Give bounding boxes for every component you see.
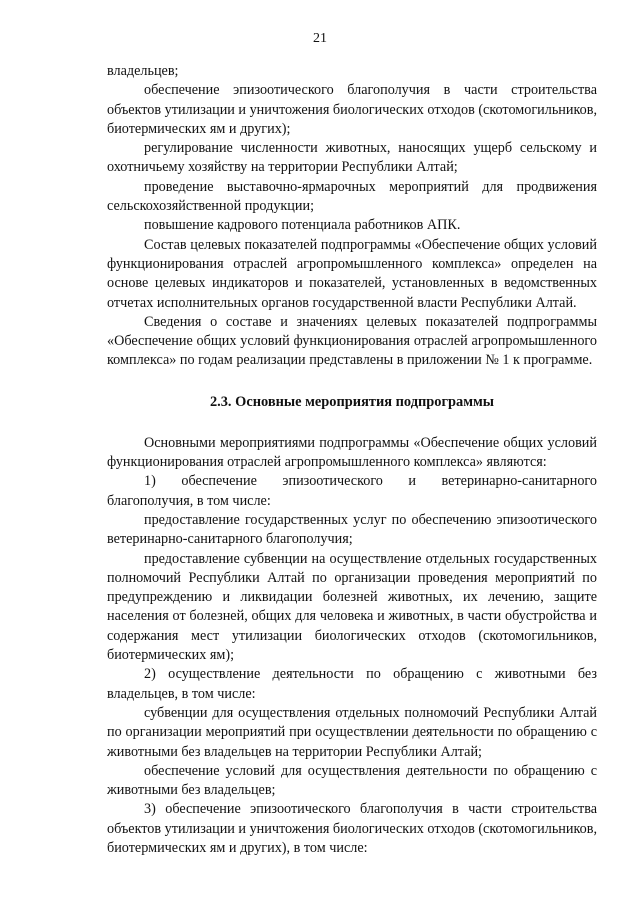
paragraph: регулирование численности животных, наносящих ущерб сельскому и охотничьему хозяйству на территории Республики Алтай; (107, 140, 597, 176)
paragraph: Сведения о составе и значениях целевых показателей подпрограммы «Обеспечение общих условий функционирования отраслей агропромышленного комплекса» по годам реализации представлены в приложении № 1 к программе. (107, 313, 597, 369)
document-body (107, 62, 597, 858)
page-number: 21 (313, 31, 327, 46)
paragraph: владельцев; (107, 63, 179, 79)
paragraph: субвенции для осуществления отдельных полномочий Республики Алтай по организации мероприятий при осуществлении деятельности по обращению с животными без владельцев на территории Республики Алтай; (107, 704, 597, 760)
paragraph: предоставление субвенции на осуществление отдельных государственных полномочий Республики Алтай по организации проведения мероприятий по предупреждению и ликвидации болезней животных, их лечению, защите населения от болезней, общих для человека и животных, в части обустройства и содержания мест утилизации биологических отходов (скотомогильников, биотермических ям); (107, 550, 597, 664)
paragraph: 3) обеспечение эпизоотического благополучия в части строительства объектов утилизации и уничтожения биологических отходов (скотомогильников, биотермических ям и других), в том числе: (107, 801, 597, 856)
paragraph: Основными мероприятиями подпрограммы «Обеспечение общих условий функционирования отраслей агропромышленного комплекса» являются: (107, 434, 597, 471)
paragraph: проведение выставочно-ярмарочных мероприятий для продвижения сельскохозяйственной продукции; (107, 178, 597, 215)
paragraph: обеспечение эпизоотического благополучия в части строительства объектов утилизации и уничтожения биологических отходов (скотомогильников, биотермических ям и других); (107, 82, 597, 137)
paragraphs-after-heading (107, 434, 597, 859)
paragraph: Состав целевых показателей подпрограммы «Обеспечение общих условий функционирования отраслей агропромышленного комплекса» определен на основе целевых индикаторов и показателей, установленных в ведомственных отчетах исполнительных органов государственной власти Республики Алтай. (107, 236, 597, 311)
paragraph: предоставление государственных услуг по обеспечению эпизоотического ветеринарно-санитарного благополучия; (107, 511, 597, 548)
paragraph: 2) осуществление деятельности по обращению с животными без владельцев, в том числе: (107, 666, 597, 702)
paragraph: 1) обеспечение эпизоотического и ветеринарно-санитарного благополучия, в том числе: (107, 473, 597, 509)
paragraph: повышение кадрового потенциала работников АПК. (144, 217, 461, 234)
section-heading: 2.3. Основные мероприятия подпрограммы (209, 393, 495, 410)
paragraphs-before-heading (107, 62, 597, 371)
paragraph: обеспечение условий для осуществления деятельности по обращению с животными без владельцев; (107, 762, 597, 799)
